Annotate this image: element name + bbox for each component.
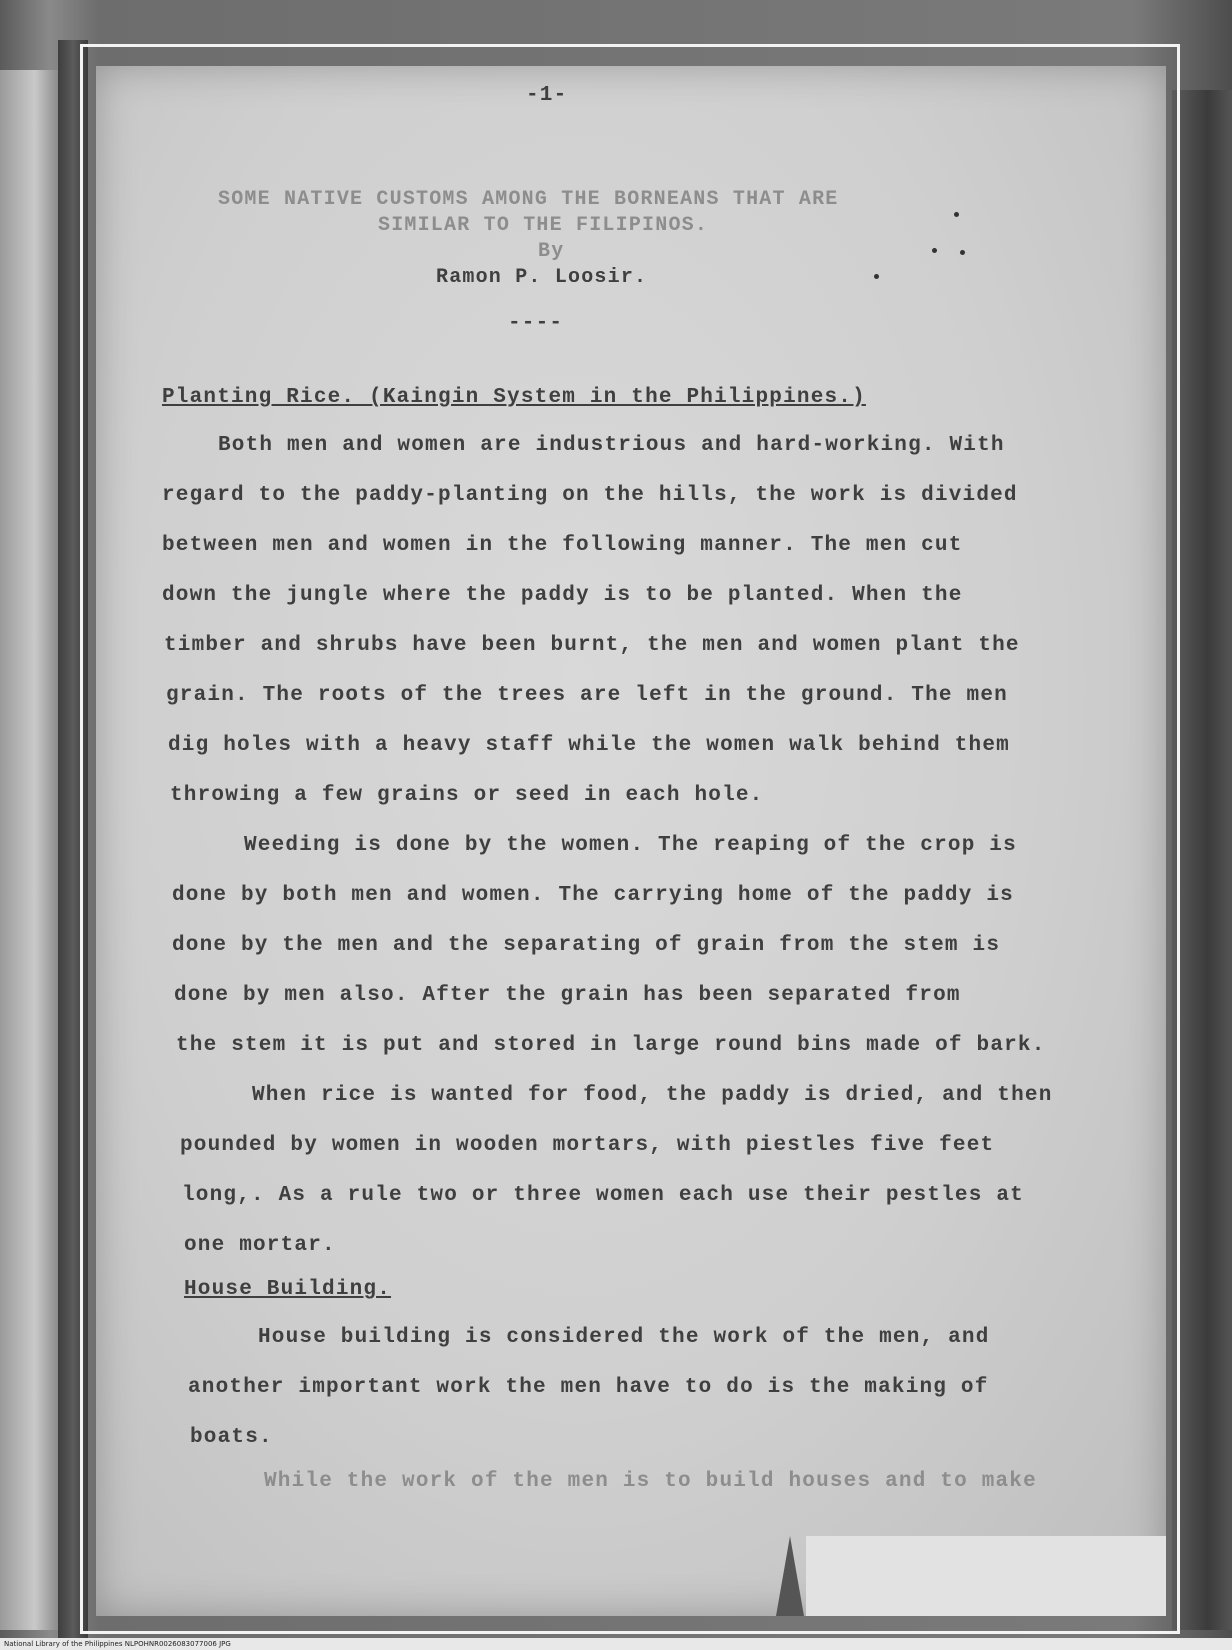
paragraph-line: dig holes with a heavy staff while the women walk behind them [168, 734, 1010, 757]
byline: By [538, 240, 565, 263]
speck [874, 274, 879, 279]
speck [960, 250, 965, 255]
paragraph-line: regard to the paddy-planting on the hills, the work is divided [162, 484, 1018, 507]
paragraph-line: boats. [190, 1426, 273, 1449]
page-number: -1- [526, 84, 568, 107]
speck [932, 248, 937, 253]
paragraph-line: Both men and women are industrious and hard-working. With [218, 434, 1005, 457]
separator: ---- [508, 312, 564, 335]
paragraph-line: long,. As a rule two or three women each use their pestles at [182, 1184, 1024, 1207]
adjacent-page-edge [0, 70, 60, 1630]
author: Ramon P. Loosir. [436, 266, 648, 289]
speck [954, 212, 959, 217]
paragraph-line: timber and shrubs have been burnt, the men and women plant the [164, 634, 1020, 657]
paragraph-line: another important work the men have to do is the making of [188, 1376, 989, 1399]
paragraph-line: Weeding is done by the women. The reaping of the crop is [244, 834, 1017, 857]
paper-fold [776, 1536, 804, 1616]
paragraph-line: When rice is wanted for food, the paddy is dried, and then [252, 1084, 1053, 1107]
paragraph-line: grain. The roots of the trees are left in the ground. The men [166, 684, 1008, 707]
right-page-edges [1172, 90, 1232, 1630]
paragraph-line: done by men also. After the grain has been separated from [174, 984, 961, 1007]
title-line-2: SIMILAR TO THE FILIPINOS. [378, 214, 709, 237]
paper-highlight [806, 1536, 1166, 1616]
paragraph-line: throwing a few grains or seed in each hole. [170, 784, 764, 807]
section-heading-planting-rice: Planting Rice. (Kaingin System in the Philippines.) [162, 386, 866, 409]
paragraph-line: between men and women in the following manner. The men cut [162, 534, 963, 557]
document-page [96, 66, 1166, 1616]
archive-caption: National Library of the Philippines NLPOHNR0026083077006 JPG [4, 1640, 231, 1648]
paragraph-line: one mortar. [184, 1234, 336, 1257]
paragraph-line: House building is considered the work of the men, and [258, 1326, 990, 1349]
paragraph-line: the stem it is put and stored in large round bins made of bark. [176, 1034, 1046, 1057]
paragraph-line: While the work of the men is to build houses and to make [264, 1470, 1037, 1493]
paragraph-line: done by both men and women. The carrying home of the paddy is [172, 884, 1014, 907]
title-line-1: SOME NATIVE CUSTOMS AMONG THE BORNEANS THAT ARE [218, 188, 839, 211]
paragraph-line: down the jungle where the paddy is to be planted. When the [162, 584, 963, 607]
section-heading-house-building: House Building. [184, 1278, 392, 1301]
paragraph-line: done by the men and the separating of grain from the stem is [172, 934, 1001, 957]
paragraph-line: pounded by women in wooden mortars, with piestles five feet [180, 1134, 995, 1157]
